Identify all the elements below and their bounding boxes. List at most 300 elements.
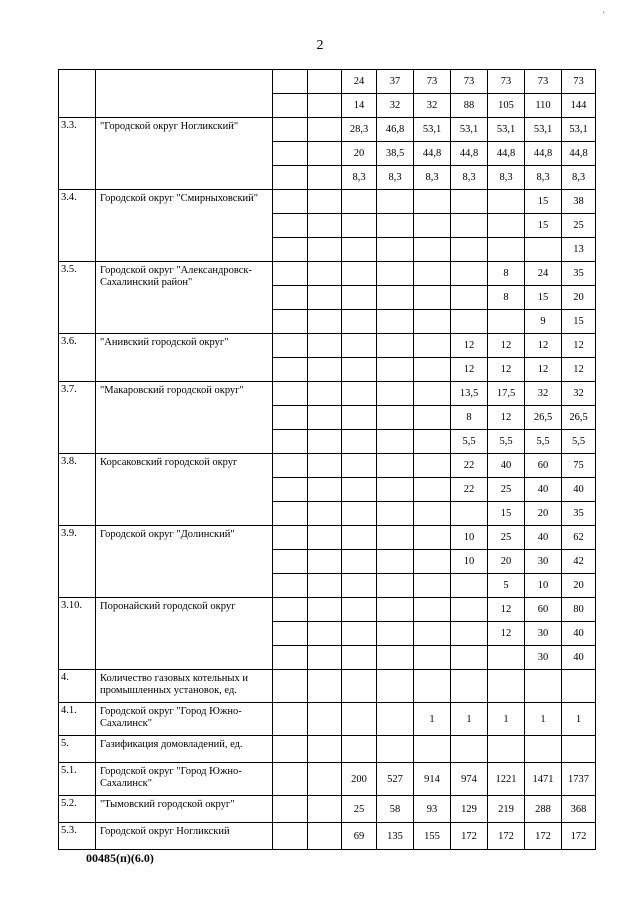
- value-cell: 5,5: [562, 430, 596, 454]
- value-cell: [377, 478, 414, 502]
- value-cell: 8,3: [451, 166, 488, 190]
- value-cell: [377, 406, 414, 430]
- value-cell: 12: [488, 358, 525, 382]
- value-cell: 144: [562, 94, 596, 118]
- table-row: [59, 70, 596, 94]
- value-cell: 53,1: [414, 118, 451, 142]
- value-cell: 5: [488, 574, 525, 598]
- value-cell: [342, 736, 377, 763]
- value-cell: 46,8: [377, 118, 414, 142]
- value-cell: 15: [525, 190, 562, 214]
- row-number-cell: 3.5.: [59, 262, 96, 334]
- value-cell: [308, 334, 342, 358]
- value-cell: [308, 823, 342, 850]
- value-cell: 26,5: [525, 406, 562, 430]
- row-number-cell: 3.3.: [59, 118, 96, 190]
- value-cell: 8,3: [488, 166, 525, 190]
- value-cell: 73: [451, 70, 488, 94]
- value-cell: [377, 454, 414, 478]
- row-number-cell: 3.6.: [59, 334, 96, 382]
- value-cell: 40: [525, 478, 562, 502]
- row-name-cell: Городской округ "Александровск-Сахалинский район": [96, 262, 273, 334]
- value-cell: [273, 646, 308, 670]
- value-cell: 8,3: [525, 166, 562, 190]
- value-cell: [377, 526, 414, 550]
- value-cell: 22: [451, 478, 488, 502]
- value-cell: 8,3: [414, 166, 451, 190]
- value-cell: [308, 478, 342, 502]
- value-cell: [342, 406, 377, 430]
- value-cell: [308, 214, 342, 238]
- value-cell: [377, 430, 414, 454]
- value-cell: [308, 286, 342, 310]
- value-cell: [414, 310, 451, 334]
- value-cell: [414, 550, 451, 574]
- value-cell: [308, 622, 342, 646]
- value-cell: [342, 574, 377, 598]
- value-cell: [273, 703, 308, 736]
- row-number-cell: 3.9.: [59, 526, 96, 598]
- row-number-cell: 5.2.: [59, 796, 96, 823]
- value-cell: 40: [525, 526, 562, 550]
- value-cell: 12: [488, 598, 525, 622]
- value-cell: [342, 262, 377, 286]
- value-cell: [342, 310, 377, 334]
- value-cell: 9: [525, 310, 562, 334]
- gasification-table: [58, 69, 596, 850]
- value-cell: [308, 502, 342, 526]
- value-cell: 1737: [562, 763, 596, 796]
- value-cell: 62: [562, 526, 596, 550]
- row-name-cell: Городской округ "Смирныховский": [96, 190, 273, 262]
- value-cell: [377, 646, 414, 670]
- value-cell: 44,8: [488, 142, 525, 166]
- value-cell: [377, 238, 414, 262]
- value-cell: [488, 310, 525, 334]
- value-cell: [414, 214, 451, 238]
- value-cell: [525, 736, 562, 763]
- value-cell: [342, 478, 377, 502]
- value-cell: [414, 646, 451, 670]
- value-cell: 135: [377, 823, 414, 850]
- value-cell: 8: [451, 406, 488, 430]
- value-cell: 5,5: [451, 430, 488, 454]
- value-cell: 44,8: [562, 142, 596, 166]
- value-cell: [451, 238, 488, 262]
- value-cell: [488, 646, 525, 670]
- value-cell: [414, 478, 451, 502]
- value-cell: [273, 796, 308, 823]
- value-cell: 20: [562, 286, 596, 310]
- row-number-cell: 4.: [59, 670, 96, 703]
- value-cell: 105: [488, 94, 525, 118]
- value-cell: 12: [562, 334, 596, 358]
- value-cell: 17,5: [488, 382, 525, 406]
- value-cell: [488, 214, 525, 238]
- value-cell: [308, 430, 342, 454]
- page-number: 2: [316, 38, 324, 53]
- value-cell: 40: [562, 646, 596, 670]
- value-cell: 80: [562, 598, 596, 622]
- value-cell: [273, 70, 308, 94]
- value-cell: 12: [451, 334, 488, 358]
- value-cell: 25: [488, 526, 525, 550]
- value-cell: [377, 502, 414, 526]
- value-cell: 10: [451, 550, 488, 574]
- value-cell: 42: [562, 550, 596, 574]
- value-cell: [273, 598, 308, 622]
- value-cell: [273, 334, 308, 358]
- value-cell: [273, 526, 308, 550]
- row-number-cell: [59, 70, 96, 118]
- value-cell: [273, 622, 308, 646]
- value-cell: [377, 334, 414, 358]
- value-cell: 25: [562, 214, 596, 238]
- value-cell: 5,5: [525, 430, 562, 454]
- value-cell: [451, 214, 488, 238]
- value-cell: 1: [562, 703, 596, 736]
- value-cell: [451, 736, 488, 763]
- value-cell: [273, 406, 308, 430]
- value-cell: 38,5: [377, 142, 414, 166]
- value-cell: 15: [525, 286, 562, 310]
- value-cell: 12: [488, 622, 525, 646]
- value-cell: 32: [562, 382, 596, 406]
- row-name-cell: Городской округ "Город Южно-Сахалинск": [96, 703, 273, 736]
- value-cell: [342, 358, 377, 382]
- value-cell: [308, 598, 342, 622]
- value-cell: [273, 670, 308, 703]
- value-cell: [273, 94, 308, 118]
- value-cell: [273, 310, 308, 334]
- value-cell: [451, 574, 488, 598]
- value-cell: [414, 430, 451, 454]
- table-row: [59, 670, 596, 703]
- corner-mark: ': [603, 10, 605, 20]
- value-cell: 60: [525, 454, 562, 478]
- value-cell: 8: [488, 286, 525, 310]
- value-cell: 22: [451, 454, 488, 478]
- value-cell: [308, 190, 342, 214]
- value-cell: [451, 262, 488, 286]
- table-row: [59, 190, 596, 214]
- value-cell: [273, 358, 308, 382]
- value-cell: [377, 262, 414, 286]
- row-name-cell: [96, 70, 273, 118]
- value-cell: 30: [525, 646, 562, 670]
- table-row: [59, 598, 596, 622]
- row-name-cell: Газификация домовладений, ед.: [96, 736, 273, 763]
- value-cell: 32: [525, 382, 562, 406]
- value-cell: 14: [342, 94, 377, 118]
- value-cell: [273, 574, 308, 598]
- value-cell: [377, 382, 414, 406]
- value-cell: 53,1: [451, 118, 488, 142]
- value-cell: 35: [562, 502, 596, 526]
- value-cell: 10: [451, 526, 488, 550]
- value-cell: [308, 406, 342, 430]
- value-cell: 73: [525, 70, 562, 94]
- value-cell: 172: [562, 823, 596, 850]
- value-cell: [308, 574, 342, 598]
- value-cell: 25: [342, 796, 377, 823]
- value-cell: [377, 550, 414, 574]
- row-number-cell: 3.4.: [59, 190, 96, 262]
- row-number-cell: 4.1.: [59, 703, 96, 736]
- value-cell: [488, 736, 525, 763]
- value-cell: [342, 238, 377, 262]
- value-cell: [342, 598, 377, 622]
- value-cell: 5,5: [488, 430, 525, 454]
- value-cell: [308, 670, 342, 703]
- table-row: [59, 736, 596, 763]
- value-cell: 24: [342, 70, 377, 94]
- table-row: [59, 334, 596, 358]
- value-cell: 12: [488, 406, 525, 430]
- value-cell: [414, 454, 451, 478]
- value-cell: [342, 703, 377, 736]
- row-name-cell: "Тымовский городской округ": [96, 796, 273, 823]
- value-cell: [342, 622, 377, 646]
- value-cell: [414, 334, 451, 358]
- value-cell: [273, 142, 308, 166]
- row-name-cell: Городской округ Ногликский: [96, 823, 273, 850]
- value-cell: [308, 70, 342, 94]
- value-cell: [414, 574, 451, 598]
- value-cell: 60: [525, 598, 562, 622]
- value-cell: 73: [414, 70, 451, 94]
- value-cell: [414, 382, 451, 406]
- value-cell: [451, 598, 488, 622]
- value-cell: [273, 118, 308, 142]
- value-cell: 15: [525, 214, 562, 238]
- value-cell: 219: [488, 796, 525, 823]
- value-cell: 1221: [488, 763, 525, 796]
- value-cell: 20: [342, 142, 377, 166]
- value-cell: 73: [562, 70, 596, 94]
- table-row: [59, 526, 596, 550]
- value-cell: 200: [342, 763, 377, 796]
- value-cell: [273, 736, 308, 763]
- value-cell: [451, 190, 488, 214]
- value-cell: [488, 238, 525, 262]
- value-cell: [308, 646, 342, 670]
- value-cell: 527: [377, 763, 414, 796]
- value-cell: 974: [451, 763, 488, 796]
- value-cell: 30: [525, 550, 562, 574]
- value-cell: [414, 406, 451, 430]
- value-cell: 1: [488, 703, 525, 736]
- table-body: [59, 70, 596, 850]
- value-cell: 13,5: [451, 382, 488, 406]
- value-cell: [308, 796, 342, 823]
- table-row: [59, 703, 596, 736]
- value-cell: 12: [562, 358, 596, 382]
- value-cell: 53,1: [488, 118, 525, 142]
- value-cell: 13: [562, 238, 596, 262]
- value-cell: [451, 646, 488, 670]
- value-cell: [451, 310, 488, 334]
- value-cell: 15: [488, 502, 525, 526]
- value-cell: [308, 382, 342, 406]
- value-cell: [377, 310, 414, 334]
- value-cell: 12: [525, 358, 562, 382]
- value-cell: [308, 358, 342, 382]
- value-cell: [377, 286, 414, 310]
- row-name-cell: Поронайский городской округ: [96, 598, 273, 670]
- value-cell: [562, 670, 596, 703]
- value-cell: [525, 670, 562, 703]
- value-cell: 88: [451, 94, 488, 118]
- value-cell: [377, 358, 414, 382]
- value-cell: 26,5: [562, 406, 596, 430]
- value-cell: [525, 238, 562, 262]
- value-cell: 368: [562, 796, 596, 823]
- value-cell: 8,3: [377, 166, 414, 190]
- value-cell: 75: [562, 454, 596, 478]
- value-cell: 53,1: [525, 118, 562, 142]
- value-cell: [451, 286, 488, 310]
- value-cell: [414, 598, 451, 622]
- gasification-table-container: [58, 69, 596, 850]
- value-cell: [273, 286, 308, 310]
- value-cell: [308, 94, 342, 118]
- value-cell: 155: [414, 823, 451, 850]
- value-cell: [273, 262, 308, 286]
- value-cell: 32: [414, 94, 451, 118]
- value-cell: 12: [451, 358, 488, 382]
- row-number-cell: 5.1.: [59, 763, 96, 796]
- row-name-cell: "Городской округ Ногликский": [96, 118, 273, 190]
- value-cell: [308, 550, 342, 574]
- value-cell: [273, 502, 308, 526]
- value-cell: [377, 703, 414, 736]
- value-cell: [308, 310, 342, 334]
- value-cell: [342, 646, 377, 670]
- value-cell: [451, 670, 488, 703]
- table-row: [59, 262, 596, 286]
- value-cell: [308, 703, 342, 736]
- value-cell: [342, 550, 377, 574]
- value-cell: [414, 190, 451, 214]
- value-cell: [273, 238, 308, 262]
- value-cell: [562, 736, 596, 763]
- value-cell: 288: [525, 796, 562, 823]
- row-number-cell: 3.7.: [59, 382, 96, 454]
- value-cell: [308, 142, 342, 166]
- value-cell: 1: [525, 703, 562, 736]
- value-cell: [273, 454, 308, 478]
- value-cell: [308, 736, 342, 763]
- value-cell: [377, 190, 414, 214]
- value-cell: [451, 502, 488, 526]
- value-cell: 172: [488, 823, 525, 850]
- value-cell: [414, 502, 451, 526]
- value-cell: 12: [488, 334, 525, 358]
- value-cell: 8,3: [562, 166, 596, 190]
- value-cell: 12: [525, 334, 562, 358]
- value-cell: [273, 190, 308, 214]
- value-cell: 44,8: [451, 142, 488, 166]
- value-cell: [308, 454, 342, 478]
- value-cell: 8: [488, 262, 525, 286]
- value-cell: 914: [414, 763, 451, 796]
- value-cell: 40: [562, 478, 596, 502]
- value-cell: [342, 430, 377, 454]
- value-cell: 10: [525, 574, 562, 598]
- value-cell: 58: [377, 796, 414, 823]
- table-row: [59, 454, 596, 478]
- row-name-cell: Городской округ "Город Южно-Сахалинск": [96, 763, 273, 796]
- value-cell: [273, 382, 308, 406]
- value-cell: 44,8: [414, 142, 451, 166]
- table-row: [59, 382, 596, 406]
- value-cell: [273, 823, 308, 850]
- value-cell: 37: [377, 70, 414, 94]
- value-cell: [342, 190, 377, 214]
- value-cell: 1: [414, 703, 451, 736]
- value-cell: [414, 262, 451, 286]
- value-cell: [488, 190, 525, 214]
- value-cell: 1: [451, 703, 488, 736]
- value-cell: 53,1: [562, 118, 596, 142]
- value-cell: 40: [562, 622, 596, 646]
- value-cell: [342, 502, 377, 526]
- value-cell: [308, 166, 342, 190]
- table-row: [59, 763, 596, 796]
- value-cell: [414, 358, 451, 382]
- value-cell: 24: [525, 262, 562, 286]
- row-name-cell: "Макаровский городской округ": [96, 382, 273, 454]
- row-number-cell: 3.10.: [59, 598, 96, 670]
- value-cell: 93: [414, 796, 451, 823]
- value-cell: [414, 736, 451, 763]
- value-cell: [377, 214, 414, 238]
- value-cell: [342, 382, 377, 406]
- value-cell: 30: [525, 622, 562, 646]
- value-cell: [273, 763, 308, 796]
- value-cell: [273, 166, 308, 190]
- value-cell: [308, 118, 342, 142]
- value-cell: 38: [562, 190, 596, 214]
- value-cell: [273, 478, 308, 502]
- value-cell: [273, 214, 308, 238]
- value-cell: [308, 763, 342, 796]
- value-cell: [342, 454, 377, 478]
- row-name-cell: Количество газовых котельных и промышленных установок, ед.: [96, 670, 273, 703]
- value-cell: [308, 238, 342, 262]
- value-cell: 20: [488, 550, 525, 574]
- value-cell: [342, 670, 377, 703]
- value-cell: 44,8: [525, 142, 562, 166]
- row-number-cell: 5.: [59, 736, 96, 763]
- value-cell: [308, 526, 342, 550]
- row-name-cell: Городской округ "Долинский": [96, 526, 273, 598]
- value-cell: [377, 574, 414, 598]
- value-cell: 32: [377, 94, 414, 118]
- value-cell: [451, 622, 488, 646]
- value-cell: [273, 550, 308, 574]
- value-cell: 73: [488, 70, 525, 94]
- value-cell: [414, 622, 451, 646]
- value-cell: 69: [342, 823, 377, 850]
- value-cell: 35: [562, 262, 596, 286]
- value-cell: 25: [488, 478, 525, 502]
- row-number-cell: 5.3.: [59, 823, 96, 850]
- value-cell: [273, 430, 308, 454]
- value-cell: [377, 670, 414, 703]
- value-cell: 129: [451, 796, 488, 823]
